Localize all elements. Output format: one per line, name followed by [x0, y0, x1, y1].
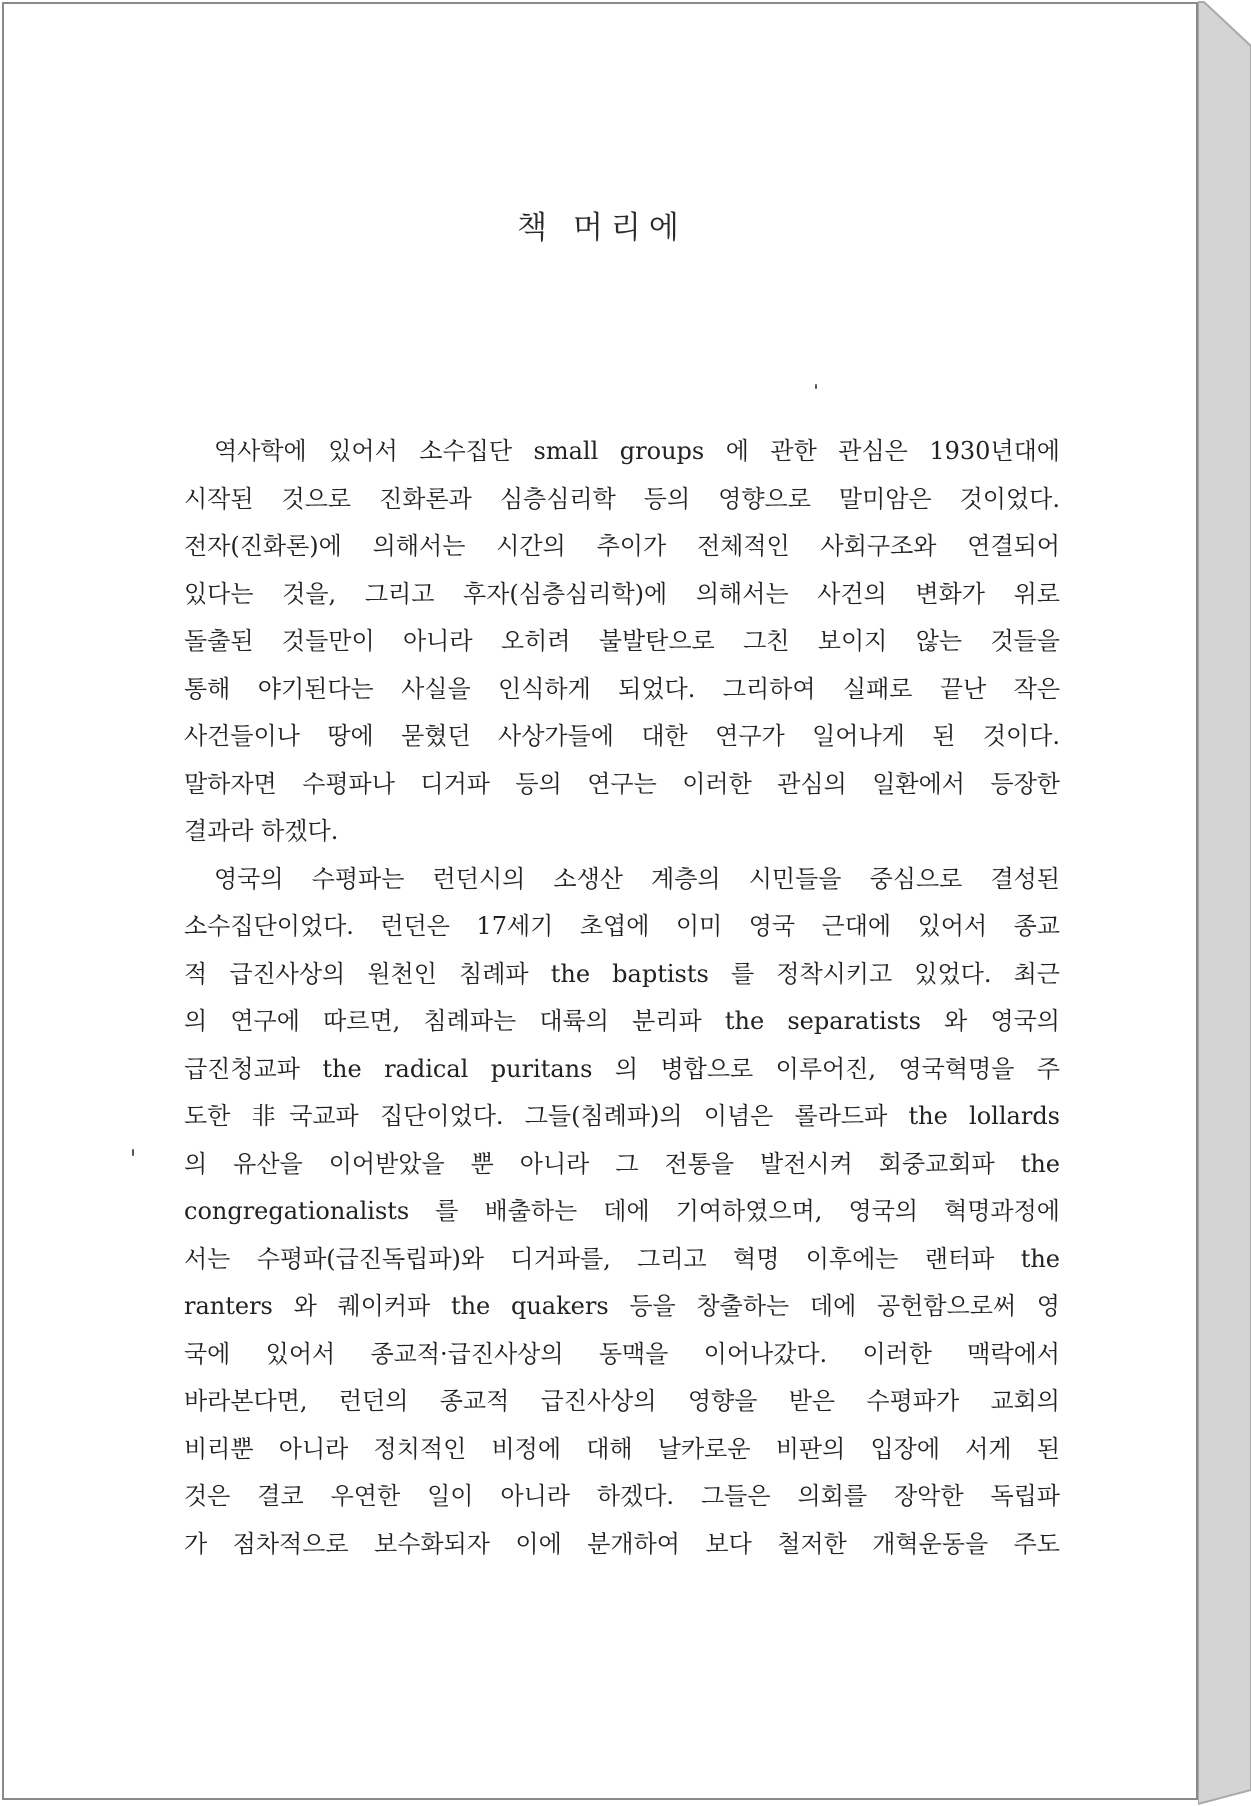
text-line: 사건들이나 땅에 묻혔던 사상가들에 대한 연구가 일어나게 된 것이다. — [184, 722, 1060, 750]
paragraph — [184, 856, 1060, 1569]
text-line: 가 점차적으로 보수화되자 이에 분개하여 보다 철저한 개혁운동을 주도 — [184, 1529, 1060, 1558]
text-line: 소수집단이었다. 런던은 17세기 초엽에 이미 영국 근대에 있어서 종교 — [184, 912, 1060, 940]
body-text — [184, 428, 1060, 1568]
text-line: ranters 와 퀘이커파 the quakers 등을 창출하는 데에 공헌함으로써 영 — [184, 1292, 1060, 1320]
text-line: 서는 수평파(급진독립파)와 디거파를, 그리고 혁명 이후에는 랜터파 the — [184, 1244, 1060, 1273]
text-line: 국에 있어서 종교적·급진사상의 동맥을 이어나갔다. 이러한 맥락에서 — [184, 1339, 1060, 1368]
book-spine-edge — [1198, 0, 1251, 1806]
text-line: 의 연구에 따르면, 침례파는 대륙의 분리파 the separatists 와 영국의 — [184, 1007, 1060, 1035]
paragraph — [184, 428, 1060, 856]
text-line: 결과라 하겠다. — [184, 817, 339, 845]
text-line: 비리뿐 아니라 정치적인 비정에 대해 날카로운 비판의 입장에 서게 된 — [184, 1434, 1060, 1463]
text-line: 통해 야기된다는 사실을 인식하게 되었다. 그리하여 실패로 끝난 작은 — [184, 674, 1060, 703]
text-line: 의 유산을 이어받았을 뿐 아니라 그 전통을 발전시켜 회중교회파 the — [184, 1149, 1060, 1178]
text-line: 것은 결코 우연한 일이 아니라 하겠다. 그들은 의회를 장악한 독립파 — [184, 1482, 1060, 1510]
text-line: 역사학에 있어서 소수집단 small groups 에 관한 관심은 1930년대에 — [214, 437, 1060, 465]
text-line: 전자(진화론)에 의해서는 시간의 추이가 전체적인 사회구조와 연결되어 — [184, 532, 1060, 560]
text-line: 시작된 것으로 진화론과 심층심리학 등의 영향으로 말미암은 것이었다. — [184, 484, 1060, 513]
text-line: 적 급진사상의 원천인 침례파 the baptists 를 정착시키고 있었다. 최근 — [184, 959, 1060, 988]
text-line: 바라본다면, 런던의 종교적 급진사상의 영향을 받은 수평파가 교회의 — [184, 1387, 1060, 1415]
scan-speck — [132, 1149, 134, 1156]
text-line: 영국의 수평파는 런던시의 소생산 계층의 시민들을 중심으로 결성된 — [214, 864, 1060, 893]
text-line: 도한 非국교파 집단이었다. 그들(침례파)의 이념은 롤라드파 the lollards — [184, 1102, 1060, 1130]
scan-speck — [815, 384, 817, 389]
text-line: 있다는 것을, 그리고 후자(심층심리학)에 의해서는 사건의 변화가 위로 — [184, 579, 1060, 608]
page-sheet — [2, 2, 1198, 1800]
text-line: 말하자면 수평파나 디거파 등의 연구는 이러한 관심의 일환에서 등장한 — [184, 769, 1060, 798]
text-line: congregationalists 를 배출하는 데에 기여하였으며, 영국의 혁명과정에 — [184, 1197, 1060, 1225]
text-line: 돌출된 것들만이 아니라 오히려 불발탄으로 그친 보이지 않는 것들을 — [184, 627, 1060, 655]
page-title: 책 머리에 — [517, 210, 687, 246]
text-line: 급진청교파 the radical puritans 의 병합으로 이루어진, 영국혁명을 주 — [184, 1054, 1060, 1083]
